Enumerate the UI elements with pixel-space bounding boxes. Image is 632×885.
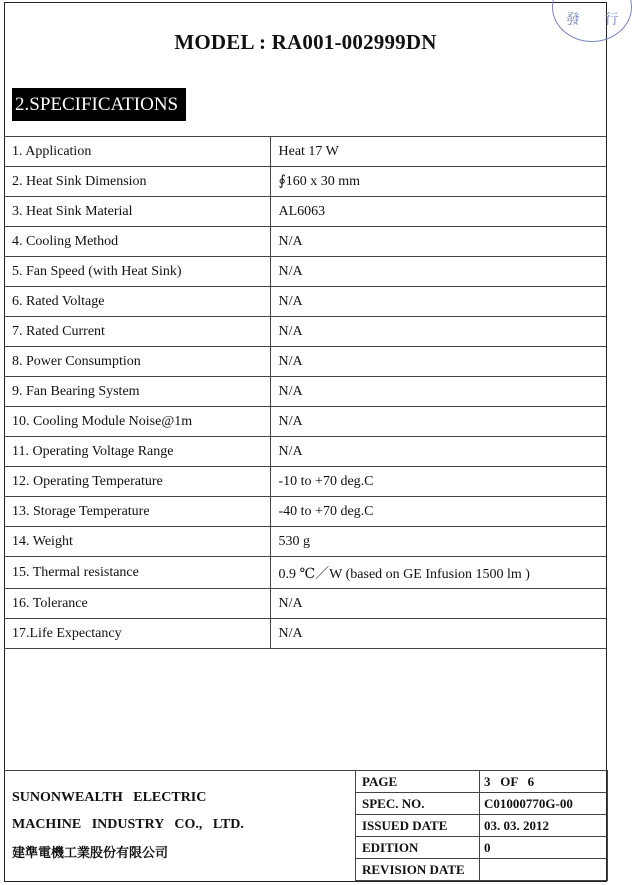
spec-label: 4. Cooling Method [4, 227, 270, 257]
spec-row [4, 197, 607, 227]
meta-row [356, 859, 608, 881]
spec-row [4, 467, 607, 497]
spec-row [4, 527, 607, 557]
meta-key: REVISION DATE [356, 859, 480, 881]
meta-key: SPEC. NO. [356, 793, 480, 815]
section-title: 2.SPECIFICATIONS [12, 88, 186, 121]
spec-label: 12. Operating Temperature [4, 467, 270, 497]
meta-value: 3 OF 6 [480, 771, 608, 793]
spec-value: N/A [270, 407, 607, 437]
spec-value: 0.9 ℃／W (based on GE Infusion 1500 lm ) [270, 557, 607, 589]
meta-key: PAGE [356, 771, 480, 793]
spec-label: 15. Thermal resistance [4, 557, 270, 589]
spec-label: 3. Heat Sink Material [4, 197, 270, 227]
spec-value: N/A [270, 347, 607, 377]
spec-label: 14. Weight [4, 527, 270, 557]
company-name-line1: SUNONWEALTH ELECTRIC [12, 790, 207, 805]
meta-row [356, 815, 608, 837]
spec-row [4, 227, 607, 257]
spec-label: 13. Storage Temperature [4, 497, 270, 527]
specifications-table [4, 136, 607, 649]
spec-value: N/A [270, 437, 607, 467]
spec-value: N/A [270, 227, 607, 257]
company-name-line2: MACHINE INDUSTRY CO., LTD. [12, 817, 244, 832]
spec-value: 530 g [270, 527, 607, 557]
document-meta-table [355, 770, 608, 881]
spec-row [4, 317, 607, 347]
spec-row [4, 557, 607, 589]
spec-label: 10. Cooling Module Noise@1m [4, 407, 270, 437]
spec-value: -10 to +70 deg.C [270, 467, 607, 497]
spec-label: 8. Power Consumption [4, 347, 270, 377]
spec-row [4, 377, 607, 407]
spec-row [4, 347, 607, 377]
spec-row [4, 287, 607, 317]
spec-label: 11. Operating Voltage Range [4, 437, 270, 467]
meta-key: ISSUED DATE [356, 815, 480, 837]
spec-row [4, 167, 607, 197]
spec-value: N/A [270, 257, 607, 287]
meta-key: EDITION [356, 837, 480, 859]
spec-label: 7. Rated Current [4, 317, 270, 347]
spec-value: AL6063 [270, 197, 607, 227]
spec-row [4, 407, 607, 437]
spec-label: 5. Fan Speed (with Heat Sink) [4, 257, 270, 287]
spec-row [4, 497, 607, 527]
spec-value: N/A [270, 589, 607, 619]
stamp-text: 發 行 [566, 12, 629, 28]
meta-value [480, 859, 608, 881]
spec-label: 6. Rated Voltage [4, 287, 270, 317]
spec-label: 9. Fan Bearing System [4, 377, 270, 407]
spec-value: N/A [270, 317, 607, 347]
spec-label: 17.Life Expectancy [4, 619, 270, 649]
spec-row [4, 589, 607, 619]
company-name-chinese: 建準電機工業股份有限公司 [12, 846, 169, 861]
spec-label: 16. Tolerance [4, 589, 270, 619]
model-title: MODEL : RA001-002999DN [174, 30, 437, 54]
spec-row [4, 619, 607, 649]
spec-value: N/A [270, 619, 607, 649]
spec-value: N/A [270, 377, 607, 407]
meta-row [356, 793, 608, 815]
spec-label: 2. Heat Sink Dimension [4, 167, 270, 197]
spec-row [4, 257, 607, 287]
spec-value: -40 to +70 deg.C [270, 497, 607, 527]
meta-value: 03. 03. 2012 [480, 815, 608, 837]
meta-row [356, 771, 608, 793]
spec-value: N/A [270, 287, 607, 317]
spec-row [4, 437, 607, 467]
meta-value: C01000770G-00 [480, 793, 608, 815]
spec-value: Heat 17 W [270, 137, 607, 167]
meta-row [356, 837, 608, 859]
spec-value: ∮160 x 30 mm [270, 167, 607, 197]
meta-value: 0 [480, 837, 608, 859]
spec-label: 1. Application [4, 137, 270, 167]
spec-row [4, 137, 607, 167]
